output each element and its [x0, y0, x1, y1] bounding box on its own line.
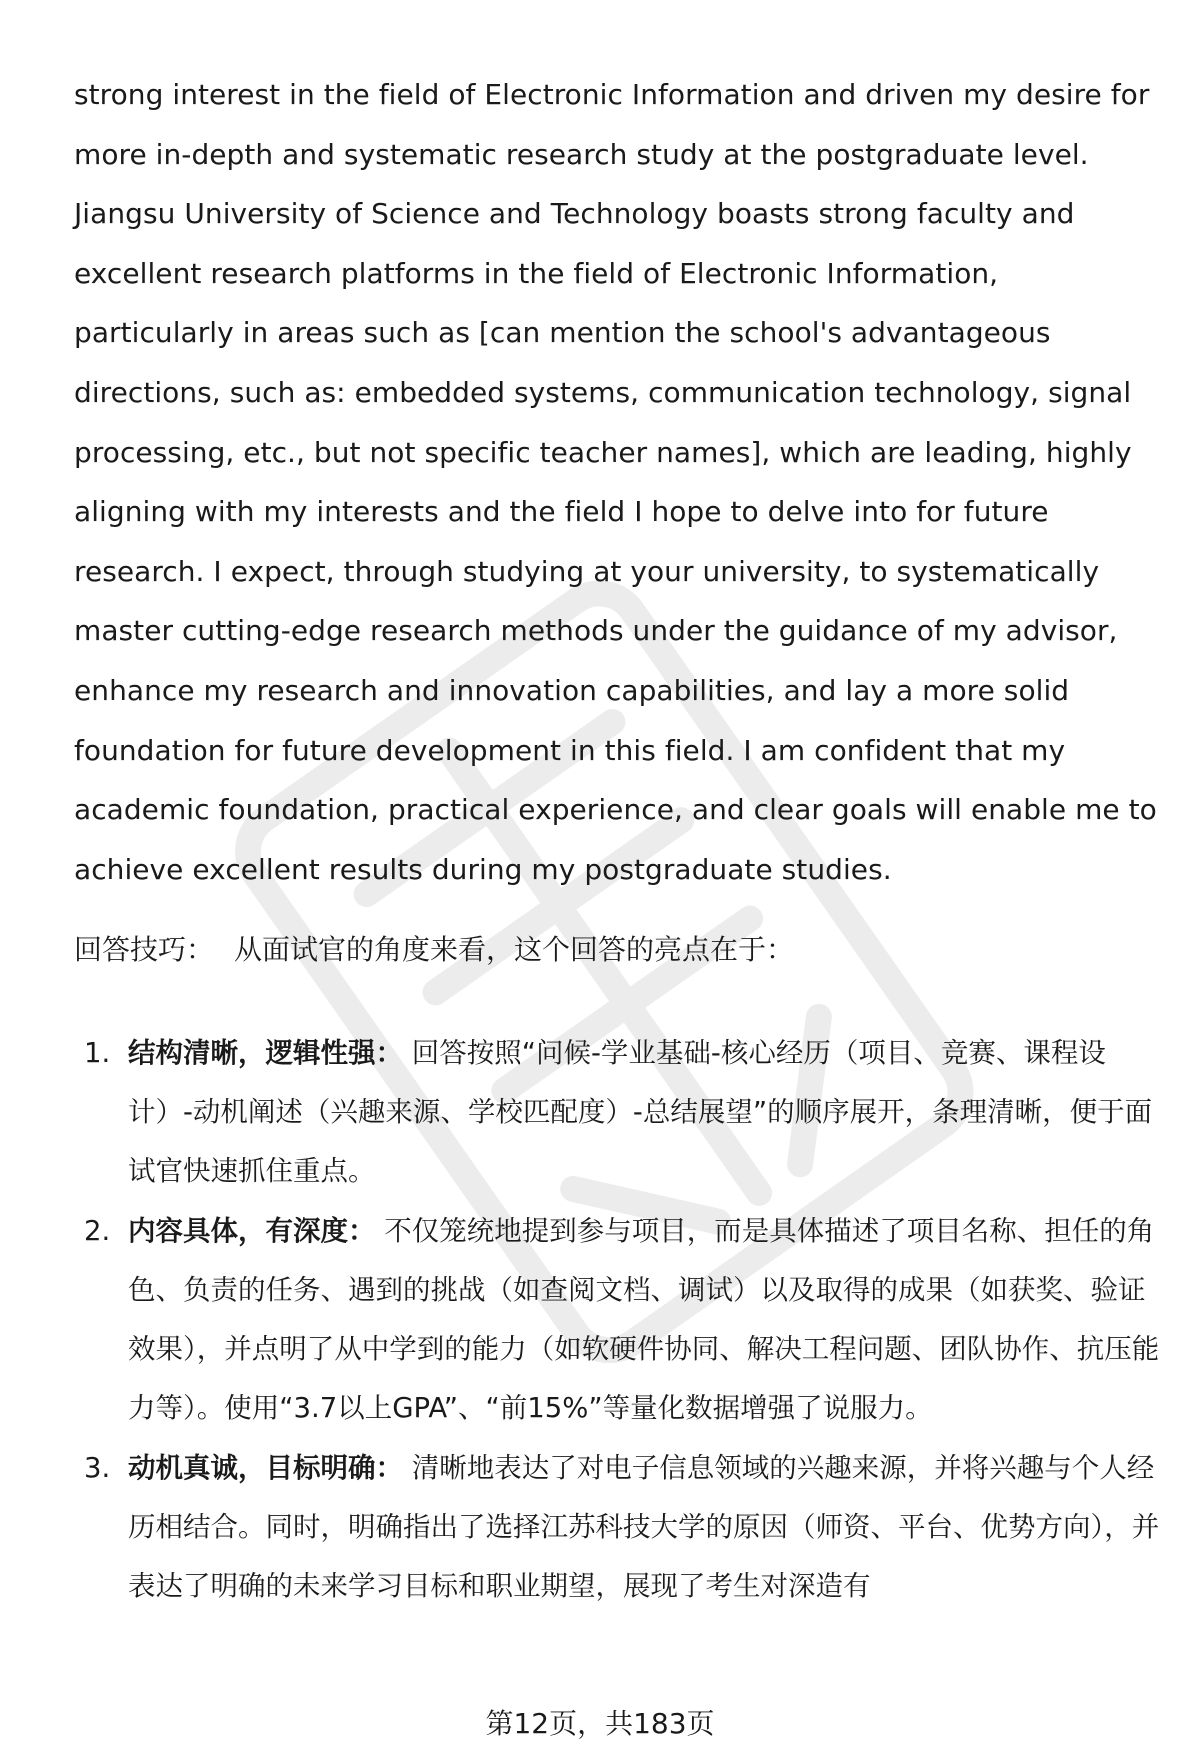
body-paragraph: strong interest in the field of Electronic Information and driven my desire for more in-depth and systematic research study at the postgraduate level. Jiangsu University of Science and Technology boasts strong faculty and excellent research platforms in the field of Electronic Information, particularly in areas such as [can mention the school's advantageous directions, such as: embedded systems, communication technology, signal processing, etc., but not specific teacher names], which are leading, highly aligning with my interests and the field I hope to delve into for future research. I expect, through studying at your university, to systematically master cutting-edge research methods under the guidance of my advisor, enhance my research and innovation capabilities, and lay a more solid foundation for future development in this field. I am confident that my academic foundation, practical experience, and clear goals will enable me to achieve excellent results during my postgraduate studies. [74, 78, 1157, 886]
list-item-text: 不仅笼统地提到参与项目，而是具体描述了项目名称、担任的角色、负责的任务、遇到的挑战（如查阅文档、调试）以及取得的成果（如获奖、验证效果），并点明了从中学到的能力（如软硬件协同、解决工程问题、团队协作、抗压能力等）。使用“3.7以上GPA”、“前15%”等量化数据增强了说服力。 [128, 1215, 1160, 1424]
tips-intro: 从面试官的角度来看，这个回答的亮点在于： [234, 933, 795, 966]
highlights-list [74, 1024, 1164, 1616]
tips-label: 回答技巧： [74, 933, 215, 966]
list-item-number: 1. [84, 1037, 111, 1069]
list-item-title: 动机真诚，目标明确： [128, 1452, 403, 1484]
list-item [74, 1202, 1164, 1438]
tips-heading [74, 930, 794, 970]
list-item-number: 2. [84, 1215, 111, 1247]
page-footer: 第12页，共183页 [485, 1707, 715, 1740]
list-item [74, 1439, 1164, 1616]
list-item-title: 内容具体，有深度： [128, 1215, 376, 1247]
list-item [74, 1024, 1164, 1201]
list-item-text: 清晰地表达了对电子信息领域的兴趣来源，并将兴趣与个人经历相结合。同时，明确指出了选择江苏科技大学的原因（师资、平台、优势方向），并表达了明确的未来学习目标和职业期望，展现了考生对深造有 [128, 1452, 1160, 1602]
list-item-number: 3. [84, 1452, 111, 1484]
list-item-text: 回答按照“问候-学业基础-核心经历（项目、竞赛、课程设计）-动机阐述（兴趣来源、学校匹配度）-总结展望”的顺序展开，条理清晰，便于面试官快速抓住重点。 [128, 1037, 1153, 1187]
list-item-title: 结构清晰，逻辑性强： [128, 1037, 403, 1069]
